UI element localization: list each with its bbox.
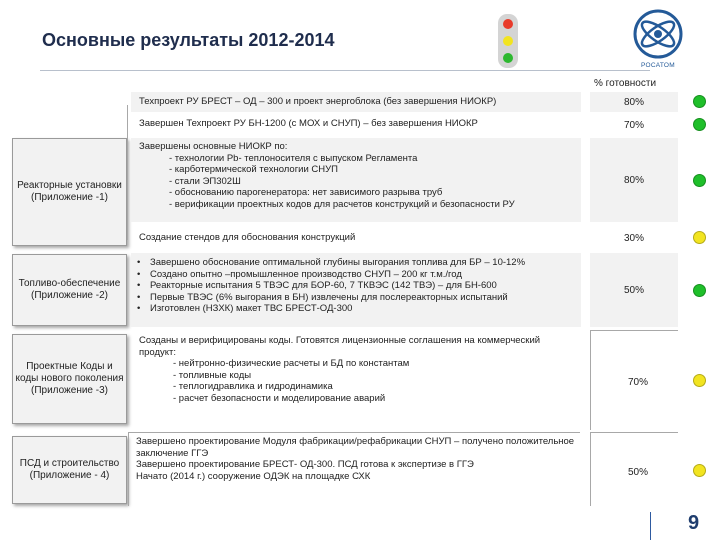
row-text: Техпроект РУ БРЕСТ – ОД – 300 и проект энергоблока (без завершения НИОКР) — [131, 92, 581, 112]
row-item: • Создано опытно –промышленное производство СНУП – 200 кг т.м./год — [135, 269, 577, 281]
row-item: - стали ЭП302Ш — [169, 175, 241, 187]
row-percent: 80% — [590, 92, 678, 112]
footer-divider — [650, 512, 651, 540]
status-yellow-icon — [693, 231, 706, 244]
row-percent: 50% — [590, 253, 678, 327]
row-percent: 70% — [627, 376, 648, 388]
row-percent: 80% — [590, 138, 678, 222]
row-list — [135, 257, 577, 315]
row-percent: 50% — [627, 466, 648, 478]
row-item: - теплогидравлика и гидродинамика — [173, 381, 333, 392]
row-item: • Реакторные испытания 5 ТВЭС для БОР-60, 7 ТКВЭС (142 ТВЭ) – для БН-600 — [135, 280, 577, 292]
row-text: Завершен Техпроект РУ БН-1200 (с МОХ и СНУП) – без завершения НИОКР — [139, 118, 478, 129]
logo-text: РОСАТОМ — [641, 62, 675, 69]
row-percent: 30% — [623, 232, 644, 244]
row-block — [131, 333, 581, 417]
section-fuel: Топливо-обеспечение (Приложение -2) — [12, 254, 127, 326]
status-green-icon — [693, 174, 706, 187]
row-block — [131, 253, 581, 327]
row-item: - обоснованию парогенератора: нет зависимого разрыва труб — [169, 187, 443, 198]
row-title: Завершены основные НИОКР по: — [139, 141, 288, 152]
page-number: 9 — [688, 512, 700, 534]
row-text: Создание стендов для обоснования конструкций — [139, 232, 356, 243]
traffic-light-icon — [498, 14, 518, 68]
row-item: - нейтронно-физические расчеты и БД по константам — [173, 358, 410, 369]
section-reactors: Реакторные установки (Приложение -1) — [12, 138, 127, 246]
red-light — [503, 19, 513, 29]
row-line: Завершено проектирование БРЕСТ- ОД-300. ПСД готова к экспертизе в ГГЭ — [136, 459, 474, 470]
status-green-icon — [693, 284, 706, 297]
row-percent: 70% — [623, 119, 644, 131]
status-yellow-icon — [693, 464, 706, 477]
page-title: Основные результаты 2012-2014 — [42, 30, 335, 50]
title-divider — [40, 70, 650, 71]
yellow-light — [503, 36, 513, 46]
rosatom-logo — [630, 8, 686, 78]
row-line: Начато (2014 г.) сооружение ОДЭК на площадке СХК — [136, 470, 371, 482]
row-title: Созданы и верифицированы коды. Готовятся лицензионные соглашения на коммерческий продукт: — [139, 335, 541, 358]
status-green-icon — [693, 118, 706, 131]
row-line: Завершено проектирование Модуля фабрикации/рефабрикации СНУП – получено положительное заключение ГГЭ — [136, 436, 575, 459]
row-item: - расчет безопасности и моделирование аварий — [173, 392, 386, 404]
row-item: • Завершено обоснование оптимальной глубины выгорания топлива для БР – 10-12% — [135, 257, 577, 269]
row-item: • Изготовлен (НЗХК) макет ТВС БРЕСТ-ОД-300 — [135, 303, 577, 315]
row-item: - верификации проектных кодов для расчетов конструкций и безопасности РУ — [169, 198, 515, 210]
row-block — [136, 436, 576, 502]
green-light — [503, 53, 513, 63]
row-item: - технологии Pb- теплоносителя с выпуском Регламента — [169, 152, 418, 164]
section-codes: Проектные Коды и коды нового поколения (Приложение -3) — [12, 334, 127, 424]
status-yellow-icon — [693, 374, 706, 387]
row-block — [131, 138, 581, 222]
row-item: • Первые ТВЭС (6% выгорания в БН) извлечены для послереакторных испытаний — [135, 292, 577, 304]
atom-icon — [630, 8, 686, 62]
row-item: - карботермической технологии СНУП — [169, 164, 339, 175]
readiness-header: % готовности — [594, 78, 657, 89]
section-construction: ПСД и строительство (Приложение - 4) — [12, 436, 127, 504]
status-green-icon — [693, 95, 706, 108]
row-item: - топливные коды — [173, 369, 252, 381]
